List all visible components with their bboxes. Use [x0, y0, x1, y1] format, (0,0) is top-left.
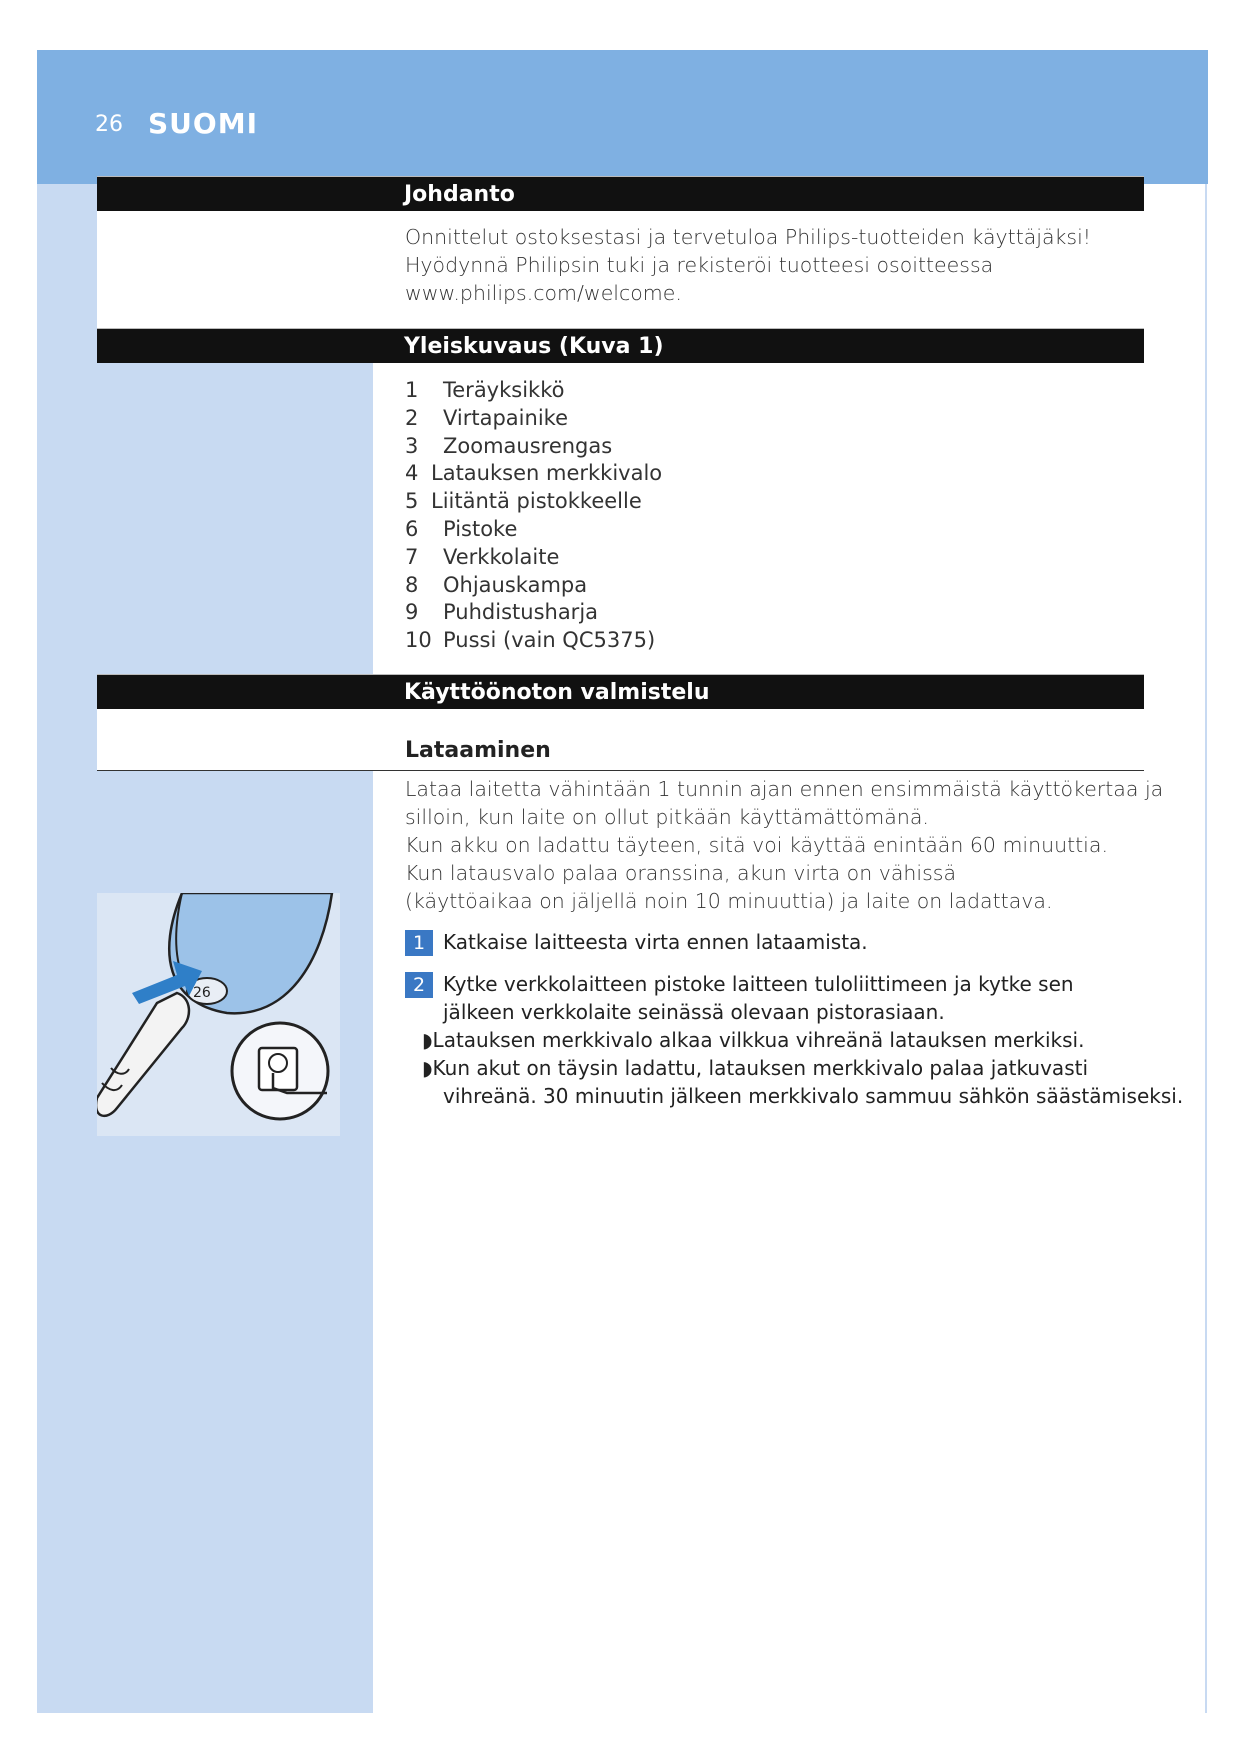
bullet-text: Latauksen merkkivalo alkaa vilkkua vihreänä latauksen merkiksi.: [432, 1028, 1085, 1052]
section-margin: [97, 211, 373, 328]
text-line: Lataa laitetta vähintään 1 tunnin ajan ennen ensimmäistä käyttökertaa ja: [405, 777, 1164, 801]
subheading-rule: [97, 770, 1144, 771]
page-number: 26: [95, 112, 123, 137]
item-number: 9: [405, 600, 419, 625]
step-2: [405, 970, 1074, 998]
parts-list: [405, 377, 662, 655]
item-number: 1: [405, 378, 419, 402]
step-text: Kytke verkkolaitteen pistoke laitteen tuloliittimeen ja kytke sen: [443, 972, 1074, 996]
item-number: 6: [405, 516, 419, 541]
list-item: [405, 599, 662, 627]
text-line: (käyttöaikaa on jäljellä noin 10 minuuttia) ja laite on ladattava.: [405, 889, 1053, 913]
list-item: [405, 516, 662, 544]
step-text-continued: jälkeen verkkolaite seinässä olevaan pistorasiaan.: [443, 1000, 945, 1024]
bullet-item: [422, 1026, 1084, 1054]
item-label: Puhdistusharja: [443, 600, 599, 625]
prep-text: [405, 775, 1163, 915]
list-item: [405, 627, 662, 655]
section-heading-overview: [97, 328, 1144, 363]
subheading: Lataaminen: [405, 738, 551, 763]
svg-text:26: 26: [193, 985, 211, 1001]
section-heading-prep: [97, 674, 1144, 709]
text-line: Kun akku on ladattu täyteen, sitä voi käyttää enintään 60 minuuttia.: [405, 833, 1108, 857]
right-margin-rule: [1205, 184, 1207, 1713]
text-line: Hyödynnä Philipsin tuki ja rekisteröi tuotteesi osoitteessa: [405, 253, 994, 277]
section-margin: [97, 709, 373, 771]
bullet-text: Kun akut on täysin ladattu, latauksen merkkivalo palaa jatkuvasti: [432, 1056, 1089, 1080]
list-item: [405, 572, 662, 600]
list-item: [405, 460, 662, 488]
text-line: Kun latausvalo palaa oranssina, akun virta on vähissä: [405, 861, 957, 885]
item-number: 3: [405, 433, 419, 458]
intro-text: [405, 223, 1091, 307]
section-title: Käyttöönoton valmistelu: [404, 680, 710, 705]
item-label: Pistoke: [443, 516, 518, 541]
list-item: [405, 405, 662, 433]
text-line: www.philips.com/welcome.: [405, 281, 682, 305]
language-label: SUOMI: [148, 107, 258, 140]
item-label: Pussi (vain QC5375): [443, 628, 656, 653]
step-1: [405, 928, 868, 956]
list-item: [405, 544, 662, 572]
item-number: 4: [405, 461, 419, 486]
list-item: [405, 433, 662, 461]
bullet-item: [422, 1054, 1088, 1082]
text-line: silloin, kun laite on ollut pitkään käyttämättömänä.: [405, 805, 929, 829]
bullet-icon: ◗: [422, 1028, 433, 1052]
bullet-icon: ◗: [422, 1056, 433, 1080]
item-label: Virtapainike: [443, 405, 568, 430]
item-label: Ohjauskampa: [443, 572, 588, 597]
item-number: 2: [405, 405, 419, 430]
item-label: Verkkolaite: [443, 544, 560, 569]
list-item: [405, 488, 662, 516]
item-label: Zoomausrengas: [443, 433, 613, 458]
step-number-badge: 2: [405, 972, 433, 998]
item-label: Teräyksikkö: [443, 378, 565, 402]
text-line: Onnittelut ostoksestasi ja tervetuloa Philips-tuotteiden käyttäjäksi!: [405, 225, 1092, 249]
step-number-badge: 1: [405, 930, 433, 956]
list-item: [405, 377, 662, 405]
section-heading-intro: [97, 176, 1144, 211]
item-number: 10: [405, 628, 432, 653]
section-title: Johdanto: [404, 182, 515, 207]
item-number: 5: [405, 489, 419, 514]
item-number: 8: [405, 572, 419, 597]
charging-illustration: [97, 893, 340, 1136]
step-text: Katkaise laitteesta virta ennen lataamista.: [443, 930, 868, 954]
bullet-text-continued: vihreänä. 30 minuutin jälkeen merkkivalo sammuu sähkön säästämiseksi.: [443, 1084, 1184, 1108]
item-label: Liitäntä pistokkeelle: [431, 489, 642, 514]
section-title: Yleiskuvaus (Kuva 1): [404, 334, 664, 359]
item-label: Latauksen merkkivalo: [431, 461, 663, 486]
item-number: 7: [405, 544, 419, 569]
